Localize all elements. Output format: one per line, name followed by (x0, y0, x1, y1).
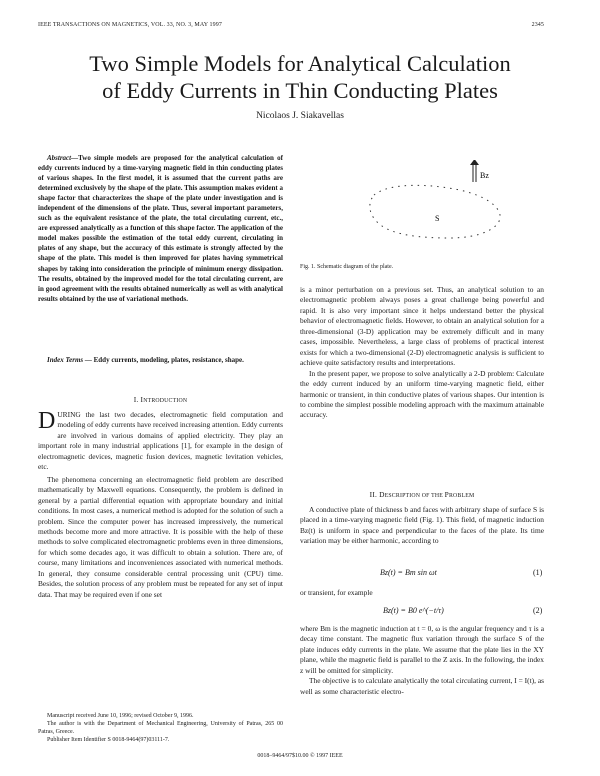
abstract-label: Abstract— (47, 154, 79, 162)
equation-2: Bz(t) = B0 e^(−t/τ) (383, 606, 444, 615)
footnote-received: Manuscript received June 10, 1996; revised October 9, 1996. (47, 713, 194, 719)
intro-paragraph-1: URING the last two decades, electromagnetic field computation and modeling of eddy currents have received increasing attention. Eddy currents are involved in various domains of applied electricity. They play an important role in many industrial applications [1], for example in the design of electromagnetic devices, magnetic fusion devices, magnetic levitation vehicles, etc. (38, 410, 283, 472)
footnote-author: The author is with the Department of Mechanical Engineering, University of Patras, 265 00 Patras, Greece. (38, 721, 283, 735)
title-line-2: of Eddy Currents in Thin Conducting Plates (102, 78, 498, 103)
index-terms-label: Index Terms — (47, 356, 92, 364)
or-transient-text: or transient, for example (300, 588, 373, 597)
figure-label-bz: Bz (480, 171, 489, 180)
section-2-paragraph-3: The objective is to calculate analytically the total circulating current, I = I(t), as well as some characteristic electro- (300, 676, 544, 696)
arrowhead-icon (470, 160, 479, 165)
footnote-publisher: Publisher Item Identifier S 0018-9464(97)03111-7. (47, 737, 170, 743)
intro-paragraph-2: The phenomena concerning an electromagnetic field problem are described mathematically by Maxwell equations. Consequently, the problem is defined in general by a partial differential equation with appropriate boundary and initial conditions. In most cases, a numerical method is adopted for the solution of such a problem. Since the computer power has increased impressively, the numerical methods become more and more attractive. It is possible with the help of these methods to solve complicated electromagnetic problems even in three dimensions, for which some decades ago, it was difficult to obtain a solution. There are, of course, many limitations and inconveniences associated with numerical methods. In general, they consume considerable central processing unit (CPU) time. Besides, the solution process of any problem must be repeated for any set of input data. That may be required even if one set (38, 474, 283, 599)
title-line-1: Two Simple Models for Analytical Calculation (89, 51, 511, 76)
figure-label-s: S (435, 214, 440, 223)
figure-1-caption: Fig. 1. Schematic diagram of the plate. (300, 264, 394, 270)
footnotes (38, 712, 283, 744)
equation-1: Bz(t) = Bm sin ωt (380, 568, 437, 577)
equation-1-number: (1) (533, 568, 543, 577)
journal-header: IEEE TRANSACTIONS ON MAGNETICS, VOL. 33, NO. 3, MAY 1997 (38, 22, 222, 28)
section-2-heading: II. DESCRIPTION OF THE PROBLEM (369, 490, 475, 499)
index-terms-text: Eddy currents, modeling, plates, resistance, shape. (93, 356, 244, 364)
drop-cap: D (38, 408, 56, 434)
equation-2-number: (2) (533, 606, 543, 615)
abstract (38, 153, 283, 304)
section-1-heading: I. INTRODUCTION (133, 395, 188, 404)
right-column-intro (300, 285, 544, 421)
paper-title (40, 50, 560, 104)
plate-outline (370, 185, 500, 238)
section-1-body (38, 410, 283, 600)
intro-paragraph-4: In the present paper, we propose to solve analytically a 2-D problem: Calculate the eddy current induced by an uniform time-varying magnetic field, either harmonic or transient, in thin conductive plates of various shapes. Our intention is to combine the simplest possible modeling approach with the maximum attainable accuracy. (300, 368, 544, 420)
author-name: Nicolaos J. Siakavellas (256, 111, 344, 121)
abstract-text: Two simple models are proposed for the analytical calculation of eddy currents induced by a time-varying magnetic field in thin conducting plates of various shapes. In the first model, it is assumed that the current paths are determined exclusively by the shape of the plate. This assumption makes evident a shape factor that characterizes the shape of the plate under investigation and is independent of the dimensions of the plate. Thus, several important parameters, such as the equivalent resistance of the plate, the total circulating current, etc., are expressed analytically as a function of this shape factor. The application of the model makes possible the estimation of the total eddy current, circulating in plates of any shape, but the accuracy of this estimate is strongly affected by the shape of the plate. This model is then improved for plates having symmetrical shapes by taking into consideration the principle of minimum energy dissipation. The results, obtained by the improved model for the total circulating current, are in good agreement with the results obtained numerically as well as with analytical results obtained by the use of variational methods. (38, 154, 283, 303)
section-2-paragraph-1: A conductive plate of thickness b and faces with arbitrary shape of surface S is placed in a time-varying magnetic field (Fig. 1). This field, of magnetic induction Bz(t) is uniform in space and perpendicular to the faces of the plate. Its time variation may be either harmonic, according to (300, 505, 544, 546)
index-terms (38, 355, 283, 365)
copyright-line: 0018–9464/97$10.00 © 1997 IEEE (257, 753, 343, 759)
figure-1-diagram (360, 160, 520, 255)
page-number: 2345 (531, 22, 544, 28)
section-2-paragraph-2: where Bm is the magnetic induction at t = 0, ω is the angular frequency and τ is a decay time constant. The magnetic flux variation through the surface S of the plate induces eddy currents in the plate. We assume that the plate lies in the XY plane, while the magnetic field is parallel to the Z axis. In the following, the index z will be omitted for simplicity. The objective is to calculate analytically the total circulating current, I = I(t), as well as some characteristic electro- (300, 624, 544, 696)
intro-paragraph-3: is a minor perturbation on a previous set. Thus, an analytical solution to an electromagnetic problem always poses a great challenge being powerful and rapid. It is also very important since it helps understand better the physical behavior of electromagnetic fields. However, to obtain an analytical solution for a three-dimensional (3-D) application may be extremely difficult and in many cases, impossible. Nevertheless, a large class of problems of practical interest exists for which a two-dimensional (2-D) electromagnetic analysis is sufficient to achieve quite satisfactory results and interpretations. (300, 285, 544, 368)
